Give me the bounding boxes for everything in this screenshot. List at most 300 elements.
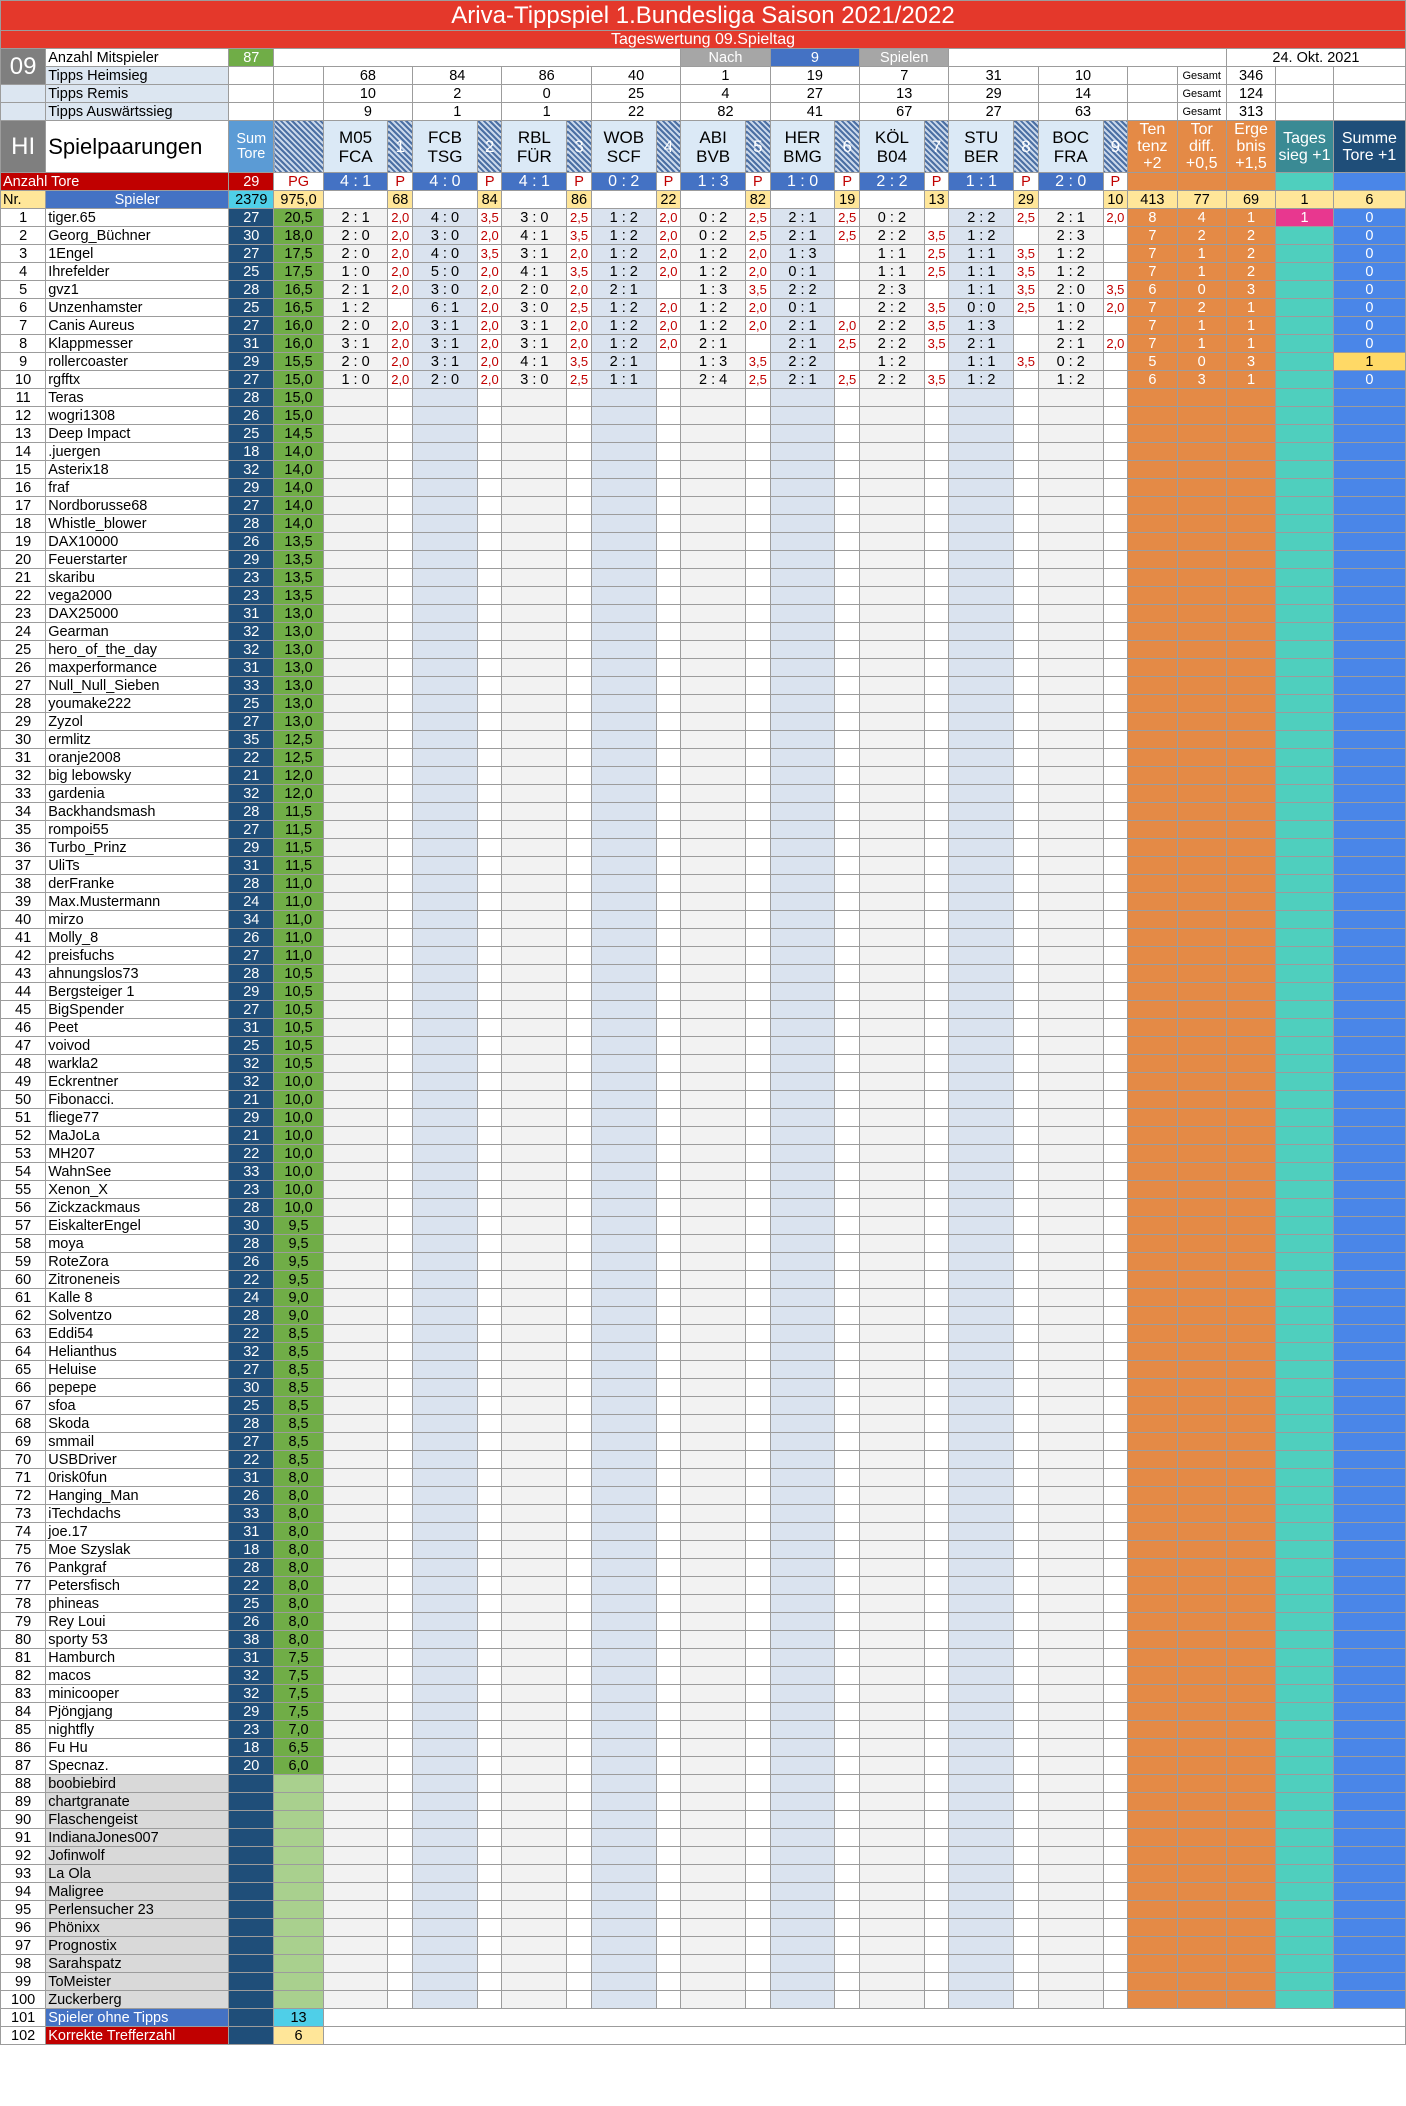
player-score bbox=[1177, 839, 1226, 857]
player-name: Maligree bbox=[46, 1883, 229, 1901]
player-tip bbox=[770, 1451, 835, 1469]
player-tagessieg bbox=[1276, 533, 1334, 551]
player-tip bbox=[860, 1685, 925, 1703]
player-tip bbox=[502, 425, 567, 443]
player-tip bbox=[502, 1937, 567, 1955]
player-tip-points bbox=[656, 1703, 681, 1721]
player-name: moya bbox=[46, 1235, 229, 1253]
game-1-p: P bbox=[388, 173, 413, 191]
player-tip-points bbox=[567, 1397, 592, 1415]
player-tip-points bbox=[656, 947, 681, 965]
player-tip-points bbox=[477, 1055, 502, 1073]
player-points: 9,0 bbox=[274, 1289, 323, 1307]
player-row bbox=[1, 1037, 1406, 1055]
player-tip bbox=[681, 929, 746, 947]
player-points: 17,5 bbox=[274, 263, 323, 281]
player-tip-points bbox=[388, 1289, 413, 1307]
player-tip-points bbox=[656, 1847, 681, 1865]
player-tip bbox=[860, 641, 925, 659]
player-tip bbox=[1038, 947, 1103, 965]
player-row bbox=[1, 1307, 1406, 1325]
player-tip bbox=[413, 1919, 478, 1937]
player-tip bbox=[770, 803, 835, 821]
tip-count: 25 bbox=[591, 85, 680, 103]
player-tip bbox=[681, 1397, 746, 1415]
player-tip: 1 : 2 bbox=[949, 227, 1014, 245]
player-score bbox=[1177, 659, 1226, 677]
player-tip bbox=[591, 1433, 656, 1451]
player-tip bbox=[770, 587, 835, 605]
player-tagessieg bbox=[1276, 1037, 1334, 1055]
player-tip bbox=[502, 1433, 567, 1451]
player-score bbox=[1177, 1685, 1226, 1703]
player-tip-points: 3,5 bbox=[1103, 281, 1128, 299]
player-name: WahnSee bbox=[46, 1163, 229, 1181]
player-tip-points bbox=[1103, 983, 1128, 1001]
player-summe bbox=[1333, 1847, 1405, 1865]
player-tip-points bbox=[1103, 1775, 1128, 1793]
player-tip bbox=[1038, 1415, 1103, 1433]
player-tip-points bbox=[567, 587, 592, 605]
tip-count: 1 bbox=[681, 67, 770, 85]
player-name: DAX25000 bbox=[46, 605, 229, 623]
player-tip-points bbox=[477, 1865, 502, 1883]
player-tip-points bbox=[477, 1883, 502, 1901]
player-tip-points: 3,5 bbox=[567, 263, 592, 281]
player-tip-points bbox=[656, 1163, 681, 1181]
player-tip bbox=[681, 1775, 746, 1793]
player-rank: 100 bbox=[1, 1991, 46, 2009]
player-tip bbox=[949, 1343, 1014, 1361]
player-points bbox=[274, 1793, 323, 1811]
player-tip bbox=[860, 1811, 925, 1829]
player-tip-points bbox=[656, 1091, 681, 1109]
player-tip-points bbox=[388, 641, 413, 659]
player-tip bbox=[591, 1361, 656, 1379]
player-rank: 69 bbox=[1, 1433, 46, 1451]
player-tip-points bbox=[567, 1829, 592, 1847]
player-tip-points bbox=[388, 857, 413, 875]
player-score bbox=[1128, 587, 1177, 605]
player-tip bbox=[681, 605, 746, 623]
player-tip-points bbox=[924, 1937, 949, 1955]
player-row bbox=[1, 1451, 1406, 1469]
inactive-player-row bbox=[1, 1919, 1406, 1937]
player-rank: 49 bbox=[1, 1073, 46, 1091]
player-tip-points bbox=[746, 1127, 771, 1145]
player-score bbox=[1226, 1541, 1275, 1559]
player-summe bbox=[1333, 1703, 1405, 1721]
player-tip bbox=[1038, 461, 1103, 479]
player-tip-points bbox=[1103, 713, 1128, 731]
player-tagessieg bbox=[1276, 1577, 1334, 1595]
player-tip bbox=[949, 1757, 1014, 1775]
player-rank: 32 bbox=[1, 767, 46, 785]
player-name: Hanging_Man bbox=[46, 1487, 229, 1505]
player-tip-points bbox=[477, 677, 502, 695]
game-9-p: P bbox=[1103, 173, 1128, 191]
player-tip bbox=[770, 1541, 835, 1559]
player-tip-points bbox=[835, 785, 860, 803]
player-tip: 1 : 2 bbox=[860, 353, 925, 371]
player-tip bbox=[323, 1955, 388, 1973]
player-tip bbox=[323, 1127, 388, 1145]
player-tip-points bbox=[567, 1991, 592, 2009]
player-tip bbox=[591, 1289, 656, 1307]
player-tip-points bbox=[567, 1379, 592, 1397]
player-points: 11,5 bbox=[274, 821, 323, 839]
player-tip bbox=[502, 1757, 567, 1775]
spacer bbox=[1038, 191, 1103, 209]
player-tip bbox=[502, 929, 567, 947]
player-tip-points bbox=[1103, 1937, 1128, 1955]
player-tip-points bbox=[1014, 623, 1039, 641]
player-sum-goals: 26 bbox=[229, 1253, 274, 1271]
player-row bbox=[1, 1559, 1406, 1577]
player-sum-goals: 23 bbox=[229, 1721, 274, 1739]
player-tip bbox=[502, 965, 567, 983]
player-score bbox=[1226, 1055, 1275, 1073]
player-rank: 52 bbox=[1, 1127, 46, 1145]
player-tip bbox=[681, 659, 746, 677]
player-tip: 1 : 2 bbox=[1038, 263, 1103, 281]
player-tip bbox=[770, 569, 835, 587]
player-tip bbox=[860, 983, 925, 1001]
player-summe bbox=[1333, 461, 1405, 479]
player-tip-points bbox=[388, 1721, 413, 1739]
player-rank: 63 bbox=[1, 1325, 46, 1343]
player-tip bbox=[860, 659, 925, 677]
player-tip-points bbox=[477, 731, 502, 749]
player-rank: 40 bbox=[1, 911, 46, 929]
player-tip bbox=[860, 1721, 925, 1739]
player-tip-points bbox=[835, 281, 860, 299]
player-tip bbox=[502, 803, 567, 821]
player-tip-points bbox=[656, 1037, 681, 1055]
player-tip bbox=[502, 1127, 567, 1145]
player-tip bbox=[323, 533, 388, 551]
player-tip bbox=[949, 623, 1014, 641]
player-tagessieg bbox=[1276, 1109, 1334, 1127]
player-tip-points bbox=[746, 965, 771, 983]
player-score bbox=[1226, 1721, 1275, 1739]
player-tip bbox=[770, 1595, 835, 1613]
player-tip-points bbox=[1014, 1001, 1039, 1019]
player-tip-points bbox=[567, 1487, 592, 1505]
player-score bbox=[1128, 1793, 1177, 1811]
player-tip bbox=[591, 1631, 656, 1649]
player-summe bbox=[1333, 1469, 1405, 1487]
player-tip bbox=[681, 1343, 746, 1361]
player-tip bbox=[502, 461, 567, 479]
player-summe bbox=[1333, 677, 1405, 695]
player-row bbox=[1, 713, 1406, 731]
player-tip bbox=[323, 461, 388, 479]
player-tip bbox=[323, 605, 388, 623]
player-tip-points: 2,0 bbox=[656, 227, 681, 245]
sum-goals-label: Sum Tore bbox=[229, 121, 274, 173]
player-tip bbox=[1038, 1397, 1103, 1415]
player-sum-goals: 29 bbox=[229, 1109, 274, 1127]
player-tip-points bbox=[924, 1577, 949, 1595]
player-tip bbox=[591, 1181, 656, 1199]
player-tip-points bbox=[746, 857, 771, 875]
player-tordiff: 0 bbox=[1177, 281, 1226, 299]
player-summe bbox=[1333, 1919, 1405, 1937]
player-name: Zitroneneis bbox=[46, 1271, 229, 1289]
player-tip-points bbox=[835, 1379, 860, 1397]
player-tip-points bbox=[746, 1649, 771, 1667]
player-score bbox=[1226, 1577, 1275, 1595]
player-summe bbox=[1333, 893, 1405, 911]
player-tip-points bbox=[835, 1595, 860, 1613]
player-tip bbox=[502, 1451, 567, 1469]
player-tip: 2 : 1 bbox=[770, 317, 835, 335]
player-tip-points bbox=[1103, 1361, 1128, 1379]
player-score bbox=[1128, 497, 1177, 515]
player-points: 15,5 bbox=[274, 353, 323, 371]
player-score bbox=[1177, 1631, 1226, 1649]
player-tagessieg bbox=[1276, 227, 1334, 245]
player-tip bbox=[323, 839, 388, 857]
player-tip-points bbox=[835, 1487, 860, 1505]
player-rank: 72 bbox=[1, 1487, 46, 1505]
player-points: 17,5 bbox=[274, 245, 323, 263]
player-score bbox=[1177, 947, 1226, 965]
player-score bbox=[1226, 695, 1275, 713]
tips-away-label: Tipps Auswärtssieg bbox=[46, 103, 229, 121]
player-summe bbox=[1333, 443, 1405, 461]
player-score bbox=[1226, 1631, 1275, 1649]
player-tip-points bbox=[388, 1451, 413, 1469]
player-tip bbox=[770, 929, 835, 947]
player-tip bbox=[1038, 1235, 1103, 1253]
player-tip: 3 : 1 bbox=[502, 317, 567, 335]
player-sum-goals: 27 bbox=[229, 821, 274, 839]
player-tip-points: 2,5 bbox=[1014, 299, 1039, 317]
player-tip: 1 : 1 bbox=[591, 371, 656, 389]
player-tip-points bbox=[656, 1973, 681, 1991]
player-tip-points bbox=[567, 1883, 592, 1901]
player-score bbox=[1177, 551, 1226, 569]
player-sum-goals: 25 bbox=[229, 425, 274, 443]
player-tip-points bbox=[1103, 1235, 1128, 1253]
player-tip: 1 : 2 bbox=[681, 263, 746, 281]
player-tip bbox=[770, 1505, 835, 1523]
player-tip-points bbox=[477, 1469, 502, 1487]
player-tip-points bbox=[746, 1595, 771, 1613]
player-row bbox=[1, 1019, 1406, 1037]
player-tip bbox=[323, 1685, 388, 1703]
player-tip-points bbox=[1103, 893, 1128, 911]
player-tip: 1 : 2 bbox=[591, 263, 656, 281]
player-tip-points bbox=[567, 1307, 592, 1325]
player-row bbox=[1, 965, 1406, 983]
player-tip-points bbox=[1103, 1487, 1128, 1505]
player-score bbox=[1226, 1667, 1275, 1685]
player-name: ToMeister bbox=[46, 1973, 229, 1991]
player-tip-points bbox=[746, 1847, 771, 1865]
player-tip-points bbox=[477, 821, 502, 839]
player-rank: 76 bbox=[1, 1559, 46, 1577]
player-tip-points bbox=[924, 533, 949, 551]
player-tip-points bbox=[388, 1937, 413, 1955]
player-sum-goals: 28 bbox=[229, 803, 274, 821]
player-tip bbox=[413, 1073, 478, 1091]
player-tip bbox=[1038, 1811, 1103, 1829]
spacer bbox=[1226, 173, 1275, 191]
player-tip bbox=[949, 1055, 1014, 1073]
player-tip-points bbox=[746, 839, 771, 857]
player-score bbox=[1177, 407, 1226, 425]
game-1-number: 1 bbox=[388, 121, 413, 173]
player-tip bbox=[413, 1181, 478, 1199]
player-tip bbox=[770, 1883, 835, 1901]
player-tip bbox=[949, 1037, 1014, 1055]
player-tip bbox=[323, 1721, 388, 1739]
player-tip bbox=[770, 1703, 835, 1721]
player-tip bbox=[770, 1631, 835, 1649]
player-summe bbox=[1333, 875, 1405, 893]
player-tip bbox=[591, 713, 656, 731]
player-tip-points bbox=[656, 623, 681, 641]
player-score bbox=[1128, 605, 1177, 623]
player-tip-points bbox=[477, 1739, 502, 1757]
player-tip bbox=[413, 1397, 478, 1415]
player-tip bbox=[770, 1721, 835, 1739]
player-tip-points bbox=[835, 1073, 860, 1091]
player-tip bbox=[502, 569, 567, 587]
player-tip-points bbox=[746, 677, 771, 695]
player-row bbox=[1, 1379, 1406, 1397]
player-name: Xenon_X bbox=[46, 1181, 229, 1199]
player-tip bbox=[323, 1451, 388, 1469]
player-tagessieg bbox=[1276, 1415, 1334, 1433]
player-sum-goals bbox=[229, 1847, 274, 1865]
player-tip-points bbox=[388, 839, 413, 857]
player-tip-points bbox=[746, 1973, 771, 1991]
player-score bbox=[1226, 461, 1275, 479]
player-points: 7,5 bbox=[274, 1649, 323, 1667]
player-name: rgfftx bbox=[46, 371, 229, 389]
player-tip bbox=[502, 1595, 567, 1613]
player-tip-points bbox=[477, 983, 502, 1001]
player-summe: 0 bbox=[1333, 371, 1405, 389]
player-tip bbox=[949, 1721, 1014, 1739]
player-tagessieg bbox=[1276, 425, 1334, 443]
player-summe bbox=[1333, 1559, 1405, 1577]
player-points: 20,5 bbox=[274, 209, 323, 227]
player-tip bbox=[860, 515, 925, 533]
player-tip bbox=[681, 713, 746, 731]
player-tip bbox=[1038, 983, 1103, 1001]
player-tip bbox=[770, 1289, 835, 1307]
player-tip bbox=[860, 821, 925, 839]
game-5-points-total: 82 bbox=[746, 191, 771, 209]
player-tip bbox=[323, 749, 388, 767]
player-tip bbox=[681, 479, 746, 497]
player-tip-points bbox=[1014, 317, 1039, 335]
player-tip-points bbox=[388, 1109, 413, 1127]
player-tip-points bbox=[746, 443, 771, 461]
player-score bbox=[1226, 1703, 1275, 1721]
player-tip: 2 : 0 bbox=[502, 281, 567, 299]
player-tip bbox=[770, 1685, 835, 1703]
spacer bbox=[229, 2009, 274, 2027]
player-rank: 58 bbox=[1, 1235, 46, 1253]
player-score bbox=[1177, 1253, 1226, 1271]
player-sum-goals: 33 bbox=[229, 1163, 274, 1181]
player-score bbox=[1226, 749, 1275, 767]
player-tip-points bbox=[1103, 479, 1128, 497]
player-tip bbox=[681, 1163, 746, 1181]
player-tip bbox=[591, 1757, 656, 1775]
player-tip-points bbox=[924, 551, 949, 569]
player-tip-points bbox=[1103, 695, 1128, 713]
player-tagessieg bbox=[1276, 911, 1334, 929]
player-tip bbox=[413, 929, 478, 947]
player-sum-goals: 28 bbox=[229, 281, 274, 299]
player-tip-points bbox=[1103, 1811, 1128, 1829]
player-tip-points: 2,0 bbox=[567, 335, 592, 353]
player-name: Fibonacci. bbox=[46, 1091, 229, 1109]
player-score bbox=[1128, 857, 1177, 875]
player-tip-points bbox=[656, 911, 681, 929]
player-tip-points bbox=[835, 1757, 860, 1775]
player-tip bbox=[591, 1073, 656, 1091]
spacer bbox=[274, 85, 323, 103]
player-tip bbox=[413, 1055, 478, 1073]
player-tip bbox=[591, 1955, 656, 1973]
player-sum-goals bbox=[229, 1937, 274, 1955]
player-tip: 0 : 2 bbox=[1038, 353, 1103, 371]
player-rank: 57 bbox=[1, 1217, 46, 1235]
pg-label: PG bbox=[274, 173, 323, 191]
player-tip bbox=[860, 1541, 925, 1559]
player-rank: 94 bbox=[1, 1883, 46, 1901]
player-tip-points bbox=[746, 1523, 771, 1541]
player-tip-points bbox=[1103, 1595, 1128, 1613]
player-rank: 30 bbox=[1, 731, 46, 749]
player-tagessieg bbox=[1276, 983, 1334, 1001]
player-points: 16,5 bbox=[274, 299, 323, 317]
player-tip-points bbox=[656, 1883, 681, 1901]
player-tip-points bbox=[835, 1937, 860, 1955]
player-rank: 3 bbox=[1, 245, 46, 263]
player-tip-points bbox=[477, 1217, 502, 1235]
player-name: mirzo bbox=[46, 911, 229, 929]
player-tip-points bbox=[656, 1343, 681, 1361]
player-tip-points bbox=[567, 1901, 592, 1919]
player-tip-points bbox=[388, 821, 413, 839]
player-tip-points bbox=[746, 533, 771, 551]
matchups-title: Spielpaarungen bbox=[46, 121, 229, 173]
player-tip bbox=[591, 1775, 656, 1793]
player-tip bbox=[1038, 1667, 1103, 1685]
player-tip-points: 2,5 bbox=[835, 335, 860, 353]
player-tip-points bbox=[835, 1163, 860, 1181]
player-tip: 2 : 1 bbox=[1038, 335, 1103, 353]
player-tip-points bbox=[746, 803, 771, 821]
player-tip-points bbox=[746, 1613, 771, 1631]
player-tip-points bbox=[924, 587, 949, 605]
player-tendenz: 7 bbox=[1128, 317, 1177, 335]
player-points: 12,0 bbox=[274, 767, 323, 785]
player-row bbox=[1, 389, 1406, 407]
player-tagessieg bbox=[1276, 1865, 1334, 1883]
player-score bbox=[1177, 479, 1226, 497]
player-tip bbox=[413, 497, 478, 515]
